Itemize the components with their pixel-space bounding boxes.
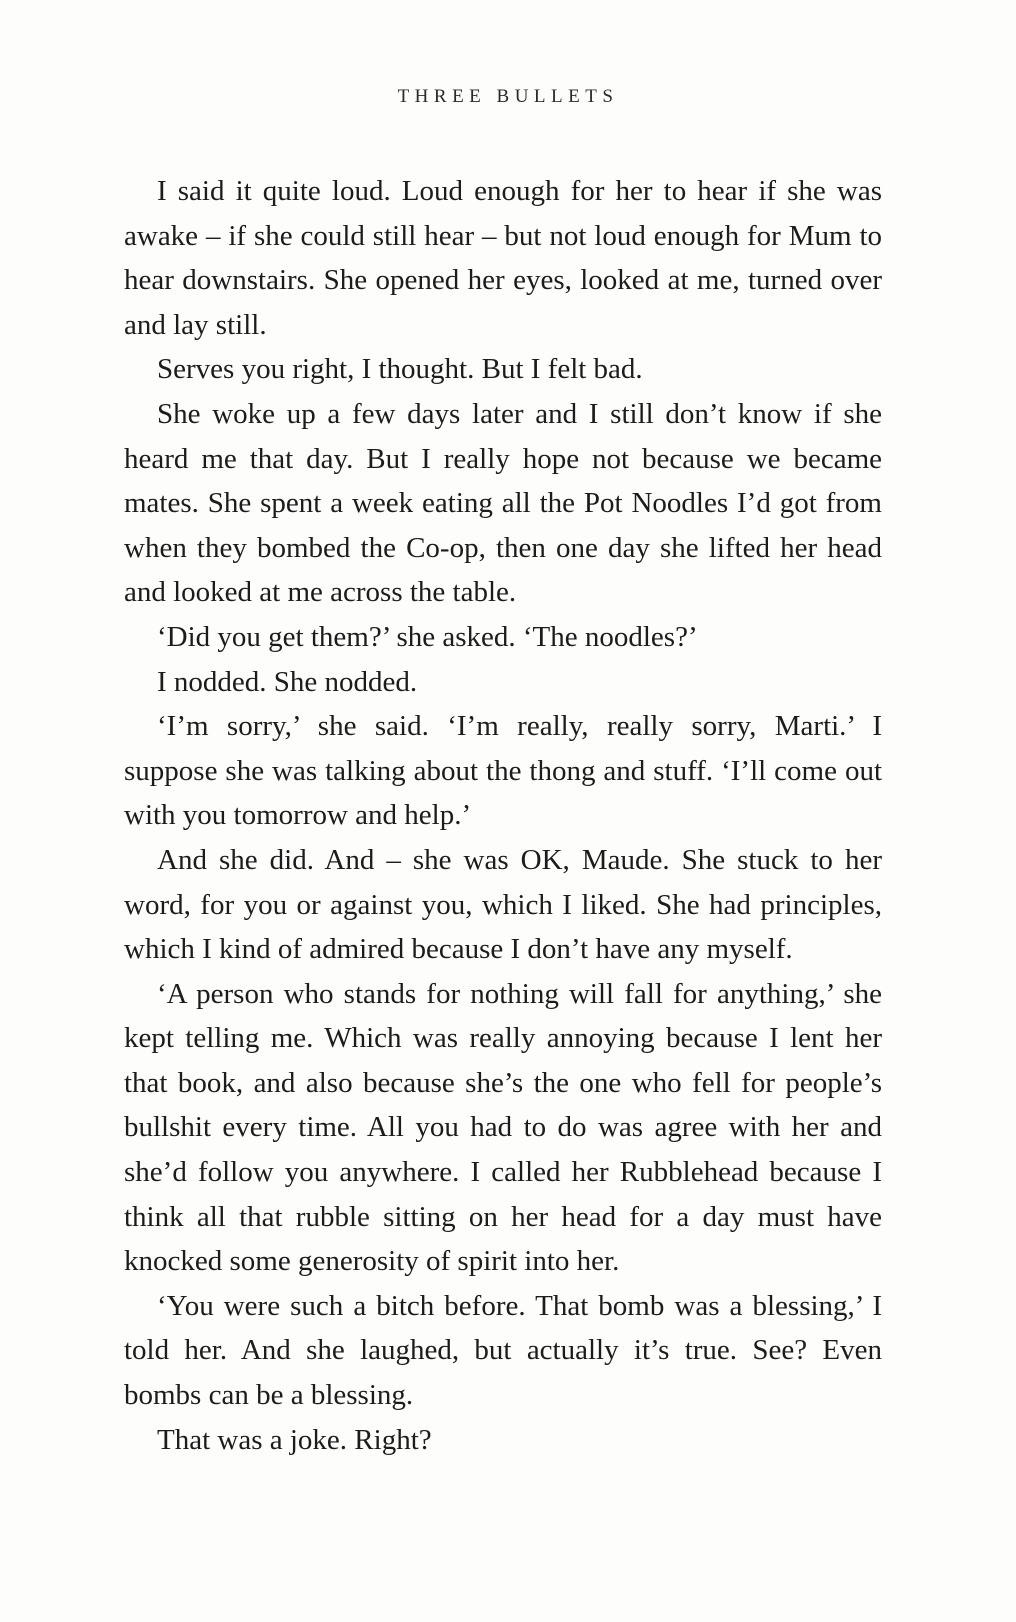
body-text [124,169,882,1462]
paragraph: Serves you right, I thought. But I felt bad. [157,353,643,386]
paragraph: And she did. And – she was OK, Maude. She stuck to her word, for you or against you, which I liked. She had principles, which I kind of admired because I don’t have any myself. [124,843,882,966]
paragraph: I nodded. She nodded. [157,665,418,698]
paragraph: ‘A person who stands for nothing will fall for anything,’ she kept telling me. Which was really annoying because I lent her that book, and also because she’s the one who fell for people’s bullshit every time. All you had to do was agree with her and she’d follow you anywhere. I called her Rubblehead because I think all that rubble sitting on her head for a day must have knocked some generosity of spirit into her. [124,977,882,1278]
paragraph: ‘Did you get them?’ she asked. ‘The noodles?’ [157,620,698,653]
running-head: THREE BULLETS [397,86,619,107]
paragraph: ‘You were such a bitch before. That bomb was a blessing,’ I told her. And she laughed, but actually it’s true. See? Even bombs can be a blessing. [124,1289,882,1412]
paragraph: ‘I’m sorry,’ she said. ‘I’m really, really sorry, Marti.’ I suppose she was talking about the thong and stuff. ‘I’ll come out with you tomorrow and help.’ [124,710,882,832]
paragraph: I said it quite loud. Loud enough for her to hear if she was awake – if she could still hear – but not loud enough for Mum to hear downstairs. She opened her eyes, looked at me, turned over and lay still. [124,175,882,341]
paragraph: That was a joke. Right? [157,1423,432,1456]
paragraph: She woke up a few days later and I still don’t know if she heard me that day. But I really hope not because we became mates. She spent a week eating all the Pot Noodles I’d got from when they bombed the Co-op, then one day she lifted her head and looked at me across the table. [124,397,882,609]
